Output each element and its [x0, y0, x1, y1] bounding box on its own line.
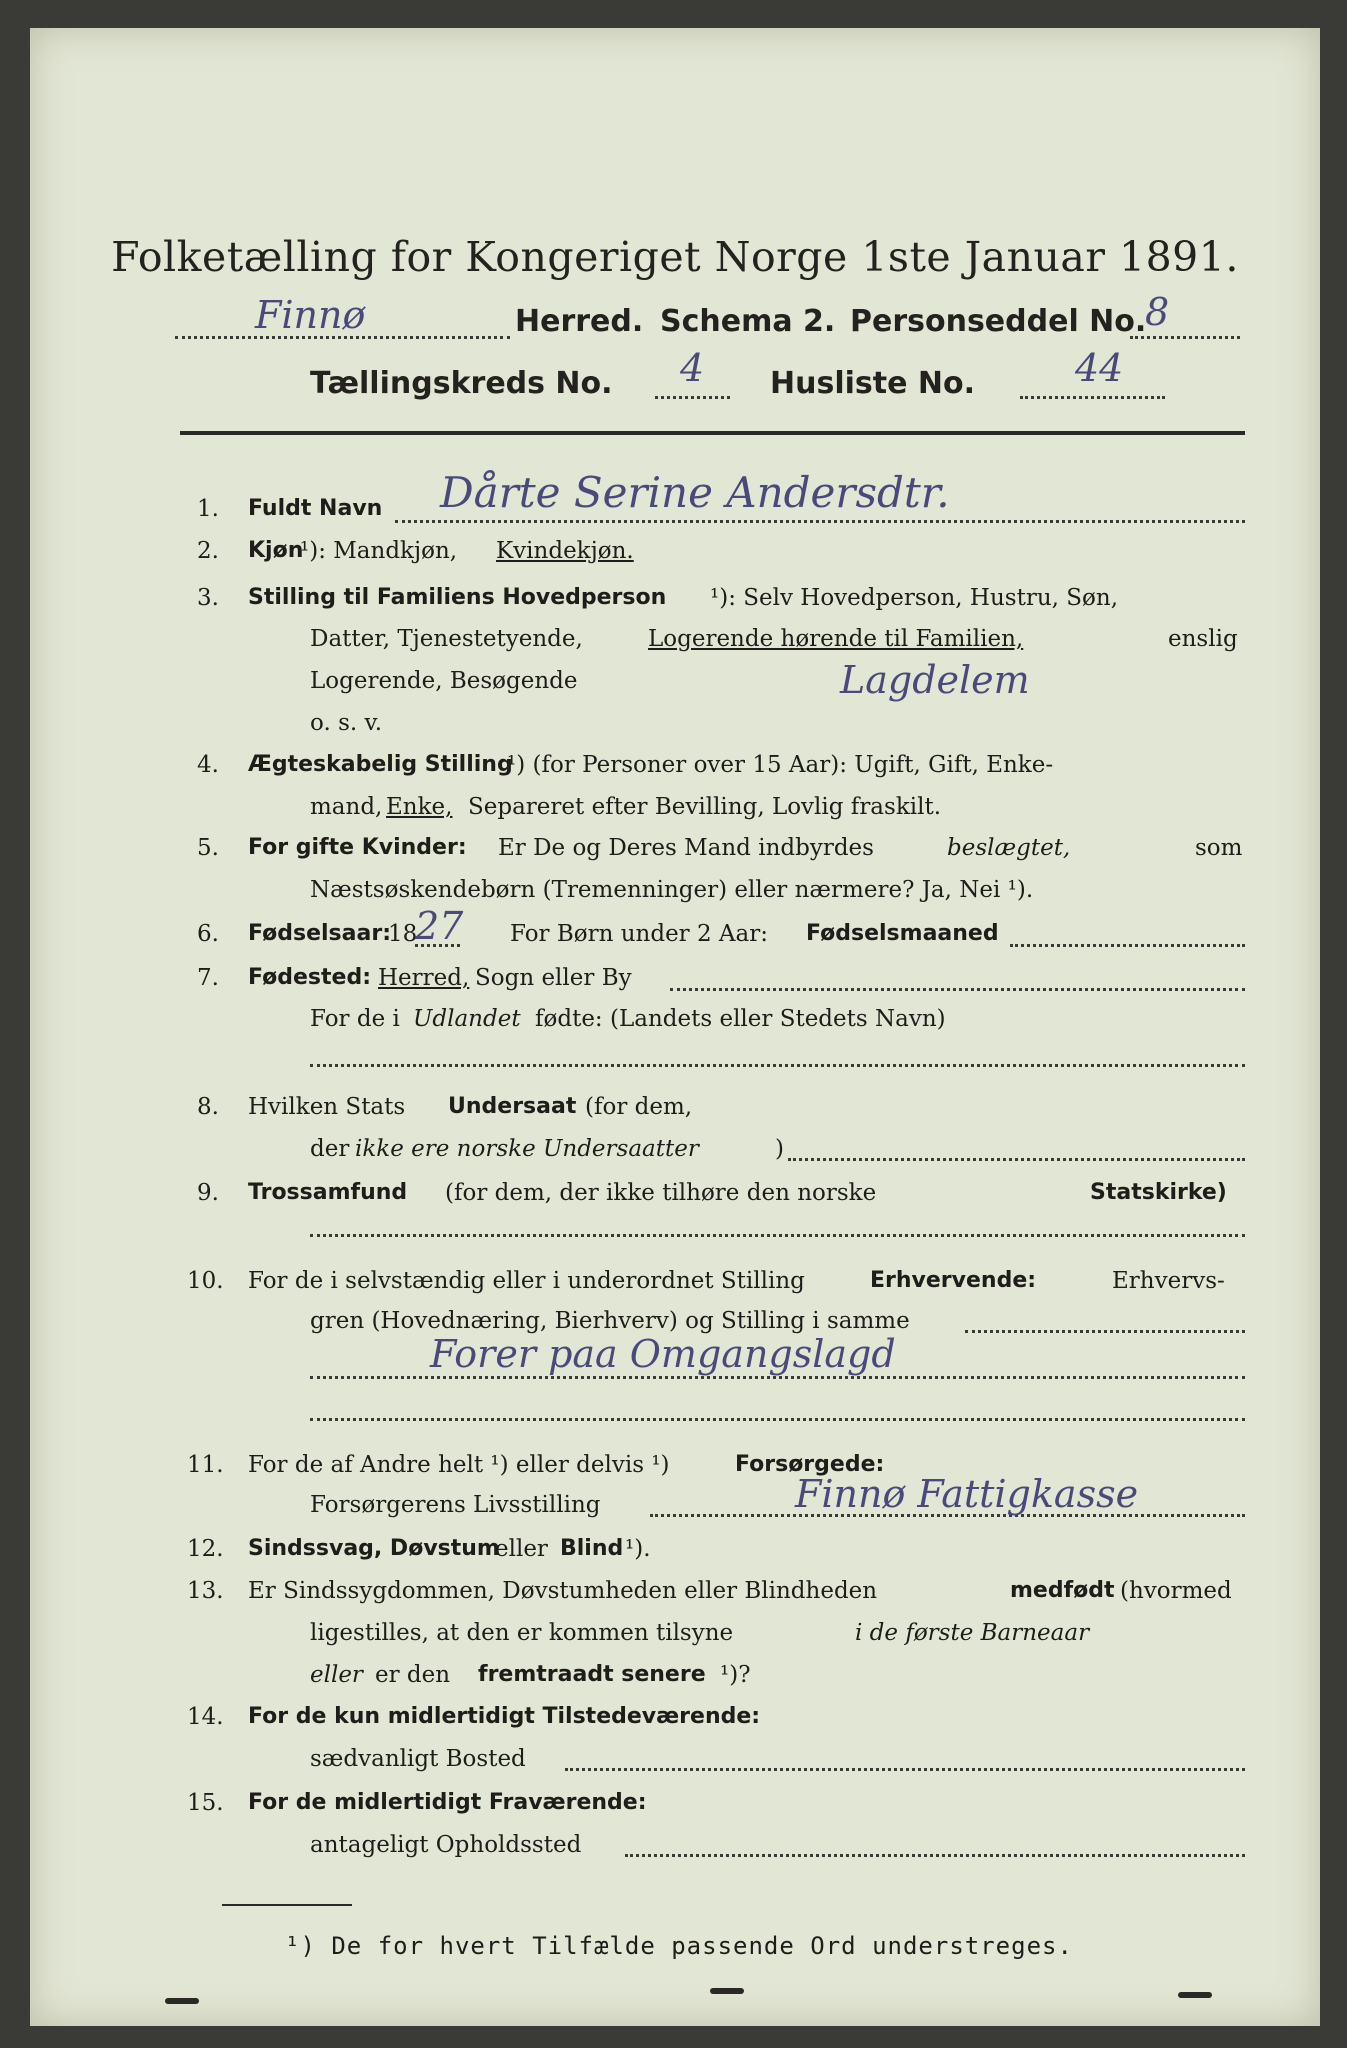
- item-13-line1-c: (hvormed: [1120, 1578, 1232, 1604]
- item-6-label: Fødselsaar:: [248, 921, 391, 946]
- item-13-number: 13.: [187, 1578, 224, 1604]
- item-3-options-1: ¹): Selv Hovedperson, Hustru, Søn,: [710, 585, 1119, 611]
- item-10-line-2: [310, 1376, 1245, 1379]
- personseddel-value: 8: [1145, 290, 1170, 334]
- item-4-options-2c: Separeret efter Bevilling, Lovlig fraskilt.: [468, 794, 942, 820]
- item-5-label: For gifte Kvinder:: [248, 835, 467, 860]
- item-10-line1-c: Erhvervs-: [1112, 1268, 1225, 1294]
- kreds-line: [655, 396, 730, 399]
- registration-mark-right: [1178, 1992, 1212, 1998]
- footnote: ¹) De for hvert Tilfælde passende Ord understreges.: [285, 1932, 1073, 1960]
- item-6-year-line: [415, 944, 460, 947]
- registration-mark-left: [165, 1998, 199, 2004]
- item-5-question-a: Er De og Deres Mand indbyrdes: [498, 835, 874, 861]
- item-14-line2: sædvanligt Bosted: [310, 1746, 526, 1772]
- item-10-line1-b: Erhvervende:: [870, 1268, 1037, 1293]
- item-7-line-2: [310, 1064, 1245, 1067]
- item-9-text: (for dem, der ikke tilhøre den norske: [445, 1180, 877, 1206]
- item-10-line1-a: For de i selvstændig eller i underordnet Stilling: [248, 1268, 805, 1294]
- item-12-blind: Blind: [560, 1536, 624, 1561]
- item-13-line3-a: eller: [310, 1662, 363, 1688]
- item-1-line: [395, 520, 1245, 523]
- item-1-label: Fuldt Navn: [248, 496, 383, 521]
- item-13-line1-a: Er Sindssygdommen, Døvstumheden eller Blindheden: [248, 1578, 878, 1604]
- item-3-label: Stilling til Familiens Hovedperson: [248, 585, 667, 610]
- husliste-value: 44: [1075, 346, 1124, 390]
- item-14-number: 14.: [187, 1704, 224, 1730]
- item-3-options-2a: Datter, Tjenestetyende,: [310, 626, 583, 652]
- item-6-month-label: Fødselsmaaned: [806, 921, 999, 946]
- item-7-abroad-a: For de i: [310, 1006, 400, 1032]
- item-12-label: Sindssvag, Døvstum: [248, 1536, 500, 1561]
- item-13-line2-b: i de første Barneaar: [855, 1620, 1090, 1646]
- item-7-number: 7.: [197, 965, 219, 991]
- item-6-prefix: 18: [388, 921, 418, 947]
- item-7-label: Fødested:: [248, 965, 371, 990]
- item-11-number: 11.: [187, 1452, 224, 1478]
- item-10-line2: gren (Hovednæring, Bierhverv) og Stilling i samme: [310, 1308, 910, 1334]
- item-6-under2: For Børn under 2 Aar:: [510, 921, 768, 947]
- item-8-line2-a: der: [310, 1136, 350, 1162]
- item-8-line1-a: Hvilken Stats: [248, 1094, 406, 1120]
- item-3-options-3: Logerende, Besøgende: [310, 668, 578, 694]
- item-6-value: 27: [415, 904, 464, 948]
- husliste-label: Husliste No.: [770, 366, 975, 401]
- form-title: Folketælling for Kongeriget Norge 1ste Januar 1891.: [111, 233, 1239, 281]
- item-8-line1-b: Undersaat: [448, 1094, 577, 1119]
- item-11-line1-b: Forsørgede:: [735, 1452, 885, 1477]
- item-5-number: 5.: [197, 835, 219, 861]
- personseddel-line: [1130, 336, 1240, 339]
- item-7-abroad-c: fødte: (Landets eller Stedets Navn): [535, 1006, 946, 1032]
- census-form-sheet: [30, 28, 1320, 2026]
- item-3-logerende-underlined: Logerende hørende til Familien,: [648, 626, 1024, 652]
- item-5-question-b: beslægtet,: [947, 835, 1071, 861]
- item-1-number: 1.: [197, 496, 219, 522]
- item-15-line2: antageligt Opholdssted: [310, 1832, 582, 1858]
- item-12-end: ¹).: [625, 1536, 651, 1562]
- item-7-abroad-b: Udlandet: [413, 1006, 521, 1032]
- item-6-number: 6.: [197, 921, 219, 947]
- item-1-value: Dårte Serine Andersdtr.: [440, 468, 950, 517]
- item-10-line-3: [310, 1418, 1245, 1421]
- item-15-label: For de midlertidigt Fraværende:: [248, 1790, 647, 1815]
- item-6-month-line: [1010, 944, 1245, 947]
- item-12-mid: eller: [495, 1536, 548, 1562]
- item-13-line3-b: er den: [375, 1662, 451, 1688]
- item-15-line: [625, 1854, 1245, 1857]
- item-4-options-2a: mand,: [310, 794, 383, 820]
- herred-value: Finnø: [255, 293, 366, 337]
- husliste-line: [1020, 396, 1165, 399]
- item-13-line1-b: medfødt: [1010, 1578, 1115, 1603]
- item-3-number: 3.: [197, 585, 219, 611]
- item-13-line3-d: ¹)?: [720, 1662, 751, 1688]
- item-13-line3-c: fremtraadt senere: [478, 1662, 706, 1687]
- kreds-value: 4: [680, 346, 705, 390]
- item-15-number: 15.: [187, 1790, 224, 1816]
- item-8-line2-c: ): [775, 1136, 784, 1162]
- item-9-label: Trossamfund: [248, 1180, 408, 1205]
- item-5-question-2: Næstsøskendebørn (Tremenninger) eller nærmere? Ja, Nei ¹).: [310, 877, 1034, 903]
- item-8-line1-c: (for dem,: [585, 1094, 693, 1120]
- item-4-label: Ægteskabelig Stilling: [248, 752, 513, 777]
- item-11-line1-a: For de af Andre helt ¹) eller delvis ¹): [248, 1452, 670, 1478]
- item-13-line2-a: ligestilles, at den er kommen tilsyne: [310, 1620, 734, 1646]
- item-12-number: 12.: [187, 1536, 224, 1562]
- kreds-label: Tællingskreds No.: [310, 366, 613, 401]
- item-3-value: Lagdelem: [840, 658, 1030, 702]
- item-7-herred-underlined: Herred,: [378, 965, 470, 991]
- item-4-number: 4.: [197, 752, 219, 778]
- item-8-line2-b: ikke ere norske Undersaatter: [355, 1136, 699, 1162]
- item-9-line: [310, 1234, 1245, 1237]
- item-11-line2: Forsørgerens Livsstilling: [310, 1492, 601, 1518]
- item-7-line-1: [670, 988, 1245, 991]
- item-9-statskirke: Statskirke): [1090, 1180, 1227, 1205]
- item-3-options-4: o. s. v.: [310, 710, 383, 736]
- personseddel-label: Personseddel No.: [850, 304, 1147, 339]
- item-10-value: Forer paa Omgangslagd: [430, 1332, 896, 1376]
- item-8-line: [788, 1158, 1245, 1161]
- item-10-number: 10.: [187, 1268, 224, 1294]
- item-5-question-c: som: [1195, 835, 1243, 861]
- item-2-label: Kjøn: [248, 538, 304, 563]
- item-9-number: 9.: [197, 1180, 219, 1206]
- item-4-enke-underlined: Enke,: [386, 794, 453, 820]
- item-7-options: Sogn eller By: [475, 965, 632, 991]
- item-2-kvindekjon: Kvindekjøn.: [496, 538, 634, 564]
- footnote-rule: [222, 1904, 352, 1906]
- item-14-line: [565, 1768, 1245, 1771]
- item-11-value: Finnø Fattigkasse: [795, 1472, 1139, 1516]
- item-10-line-1: [965, 1330, 1245, 1333]
- registration-mark-center: [710, 1988, 744, 1994]
- schema-label: Schema 2.: [660, 304, 836, 339]
- item-2-number: 2.: [197, 538, 219, 564]
- herred-line: [175, 336, 510, 339]
- header-rule: [180, 431, 1245, 435]
- item-3-options-2c: enslig: [1168, 626, 1238, 652]
- item-2-options: ¹): Mandkjøn,: [300, 538, 458, 564]
- herred-label: Herred.: [515, 304, 644, 339]
- item-14-label: For de kun midlertidigt Tilstedeværende:: [248, 1704, 761, 1729]
- item-8-number: 8.: [197, 1094, 219, 1120]
- item-4-options-1: ¹) (for Personer over 15 Aar): Ugift, Gift, Enke-: [507, 752, 1054, 778]
